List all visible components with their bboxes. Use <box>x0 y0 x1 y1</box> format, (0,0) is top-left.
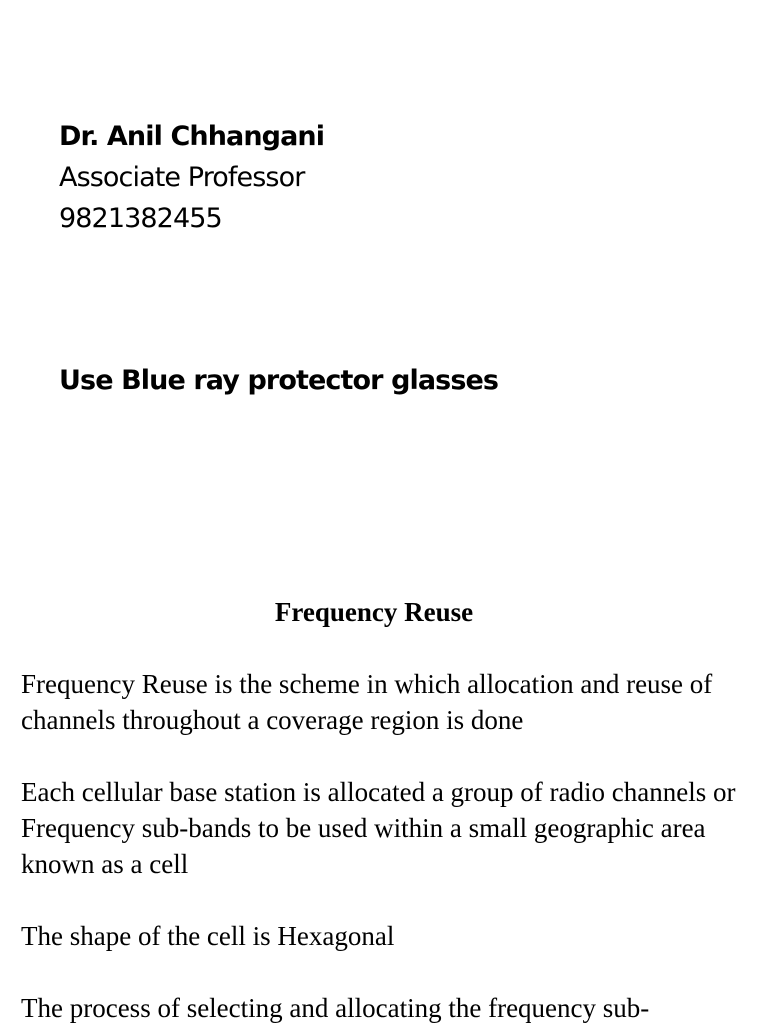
author-title: Associate Professor <box>59 162 305 193</box>
contact-block <box>59 116 324 239</box>
paragraph: Each cellular base station is allocated a group of radio channels or Frequency sub-bands to be used within a small geographic area known as a cell <box>21 777 736 879</box>
author-name: Dr. Anil Chhangani <box>59 121 325 152</box>
author-phone: 9821382455 <box>59 203 222 234</box>
paragraph: The shape of the cell is Hexagonal <box>21 921 395 951</box>
paragraph: The process of selecting and allocating the frequency sub- <box>21 993 650 1023</box>
section-body <box>21 666 761 1024</box>
section-title: Frequency Reuse <box>274 597 474 627</box>
advice-note: Use Blue ray protector glasses <box>59 365 499 396</box>
paragraph: Frequency Reuse is the scheme in which allocation and reuse of channels throughout a coverage region is done <box>21 669 713 735</box>
